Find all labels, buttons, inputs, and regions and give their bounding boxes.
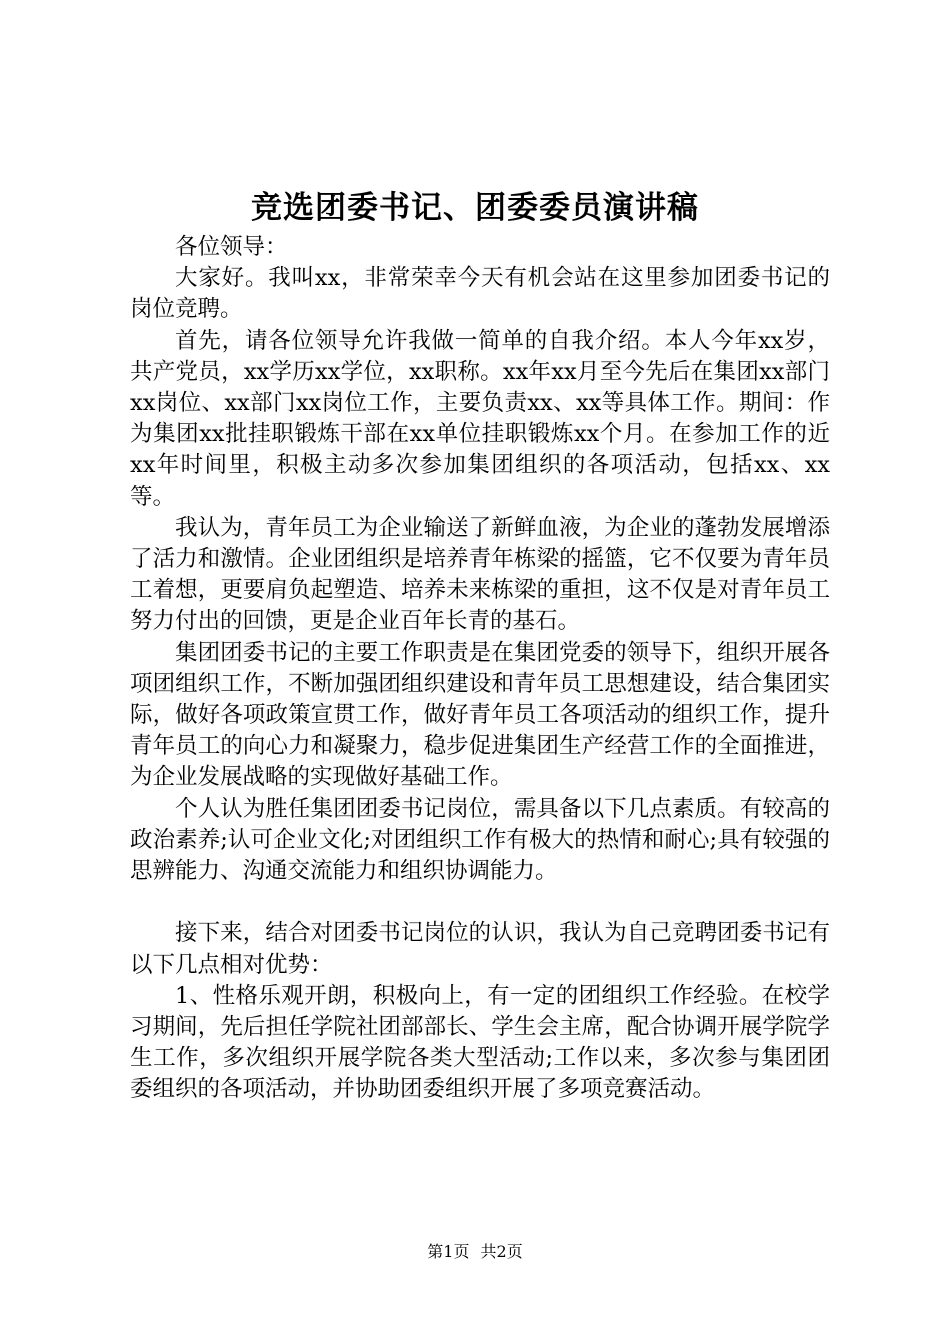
- page-footer: [0, 1240, 950, 1264]
- paragraph-greeting: 大家好。我叫xx，非常荣幸今天有机会站在这里参加团委书记的岗位竞聘。: [130, 265, 830, 323]
- paragraph-advantages-intro: 接下来，结合对团委书记岗位的认识，我认为自己竞聘团委书记有以下几点相对优势：: [130, 920, 830, 978]
- paragraph-qualities: 个人认为胜任集团团委书记岗位，需具备以下几点素质。有较高的政治素养;认可企业文化;对团组织工作有极大的热情和耐心;具有较强的思辨能力、沟通交流能力和组织协调能力。: [130, 795, 830, 885]
- document-title: 竞选团委书记、团委委员演讲稿: [251, 190, 699, 226]
- paragraph-youth-view: 我认为，青年员工为企业输送了新鲜血液，为企业的蓬勃发展增添了活力和激情。企业团组织是培养青年栋梁的摇篮，它不仅要为青年员工着想，更要肩负起塑造、培养未来栋梁的重担，这不仅是对青年员工努力付出的回馈，更是企业百年长青的基石。: [130, 514, 830, 635]
- page-total: 共2页: [480, 1242, 523, 1261]
- page-number: 第1页: [427, 1242, 470, 1261]
- blank-line: [130, 887, 830, 918]
- paragraph-self-introduction: 首先，请各位领导允许我做一简单的自我介绍。本人今年xx岁，共产党员，xx学历xx学位，xx职称。xx年xx月至今先后在集团xx部门xx岗位、xx部门xx岗位工作，主要负责xx、xx等具体工作。期间：作为集团xx批挂职锻炼干部在xx单位挂职锻炼xx个月。在参加工作的近xx年时间里，积极主动多次参加集团组织的各项活动，包括xx、xx等。: [130, 327, 830, 510]
- paragraph-advantage-1: 1、性格乐观开朗，积极向上，有一定的团组织工作经验。在校学习期间，先后担任学院社团部部长、学生会主席，配合协调开展学院学生工作，多次组织开展学院各类大型活动;工作以来，多次参与集团团委组织的各项活动，并协助团委组织开展了多项竞赛活动。: [130, 982, 830, 1103]
- salutation: 各位领导：: [175, 234, 288, 260]
- document-body: [130, 232, 830, 1106]
- paragraph-duties: 集团团委书记的主要工作职责是在集团党委的领导下，组织开展各项团组织工作，不断加强团组织建设和青年员工思想建设，结合集团实际，做好各项政策宣贯工作，做好青年员工各项活动的组织工作，提升青年员工的向心力和凝聚力，稳步促进集团生产经营工作的全面推进，为企业发展战略的实现做好基础工作。: [130, 639, 830, 791]
